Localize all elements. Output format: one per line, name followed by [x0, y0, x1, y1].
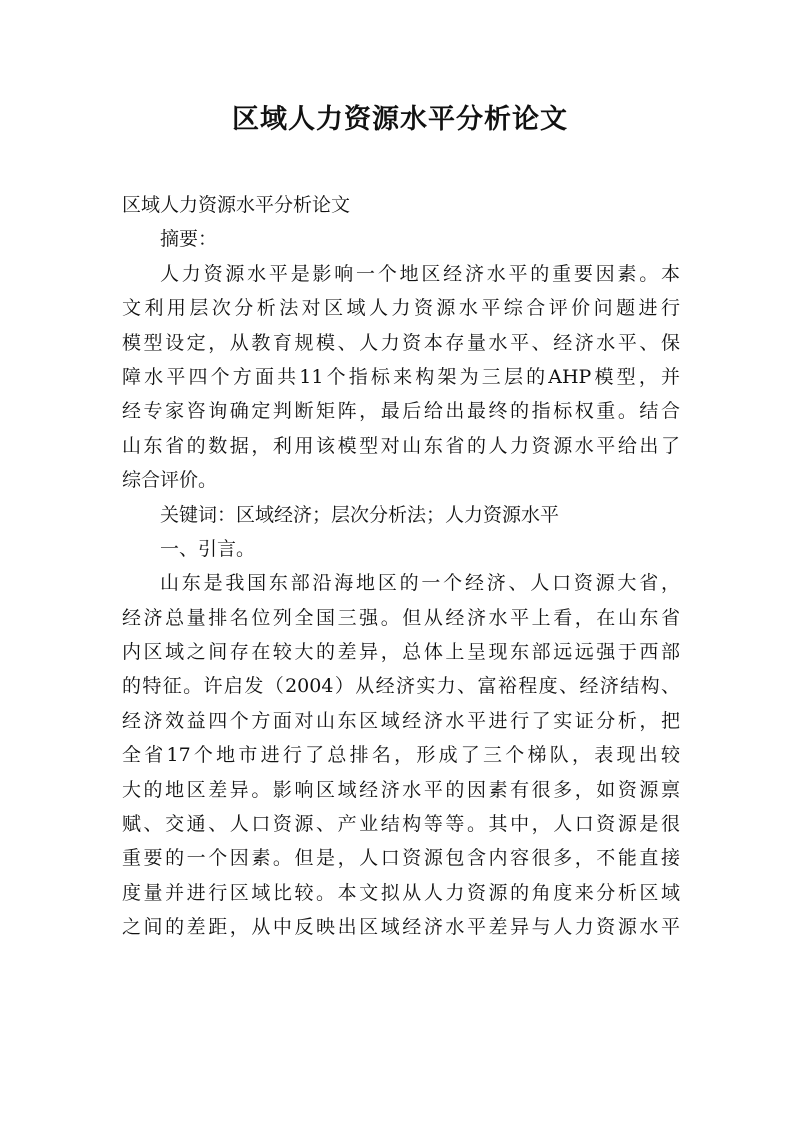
intro-line: 内区域之间存在较大的差异，总体上呈现东部远远强于西部	[122, 641, 680, 664]
intro-line: 经济总量排名位列全国三强。但从经济水平上看，在山东省	[122, 606, 680, 629]
abstract-line: 模型设定，从教育规模、人力资本存量水平、经济水平、保	[122, 331, 680, 354]
abstract-line: 经专家咨询确定判断矩阵，最后给出最终的指标权重。结合	[122, 400, 680, 423]
abstract-line: 人力资源水平是影响一个地区经济水平的重要因素。本	[160, 262, 680, 285]
keywords-line: 关键词：区域经济；层次分析法；人力资源水平	[160, 503, 560, 526]
intro-line: 经济效益四个方面对山东区域经济水平进行了实证分析，把	[122, 709, 680, 732]
intro-line: 之间的差距，从中反映出区域经济水平差异与人力资源水平	[122, 916, 680, 939]
abstract-line: 障水平四个方面共11个指标来构架为三层的AHP模型，并	[122, 365, 680, 388]
intro-line: 大的地区差异。影响区域经济水平的因素有很多，如资源禀	[122, 778, 680, 801]
intro-line: 全省17个地市进行了总排名，形成了三个梯队，表现出较	[122, 744, 680, 767]
subtitle-line: 区域人力资源水平分析论文	[122, 194, 351, 216]
section-heading: 一、引言。	[160, 537, 256, 560]
document-body	[122, 188, 680, 945]
abstract-paragraph	[122, 257, 680, 498]
intro-line: 山东是我国东部沿海地区的一个经济、人口资源大省，	[160, 572, 680, 595]
intro-paragraph	[122, 566, 680, 944]
abstract-line: 山东省的数据，利用该模型对山东省的人力资源水平给出了	[122, 434, 680, 457]
abstract-line: 文利用层次分析法对区域人力资源水平综合评价问题进行	[122, 297, 680, 320]
intro-line: 的特征。许启发（2004）从经济实力、富裕程度、经济结构、	[122, 675, 680, 698]
document-title: 区域人力资源水平分析论文	[232, 104, 568, 135]
abstract-line: 综合评价。	[122, 469, 218, 492]
intro-line: 度量并进行区域比较。本文拟从人力资源的角度来分析区域	[122, 881, 680, 904]
abstract-label: 摘要：	[160, 228, 218, 251]
intro-line: 重要的一个因素。但是，人口资源包含内容很多，不能直接	[122, 847, 680, 870]
intro-line: 赋、交通、人口资源、产业结构等等。其中，人口资源是很	[122, 813, 680, 836]
